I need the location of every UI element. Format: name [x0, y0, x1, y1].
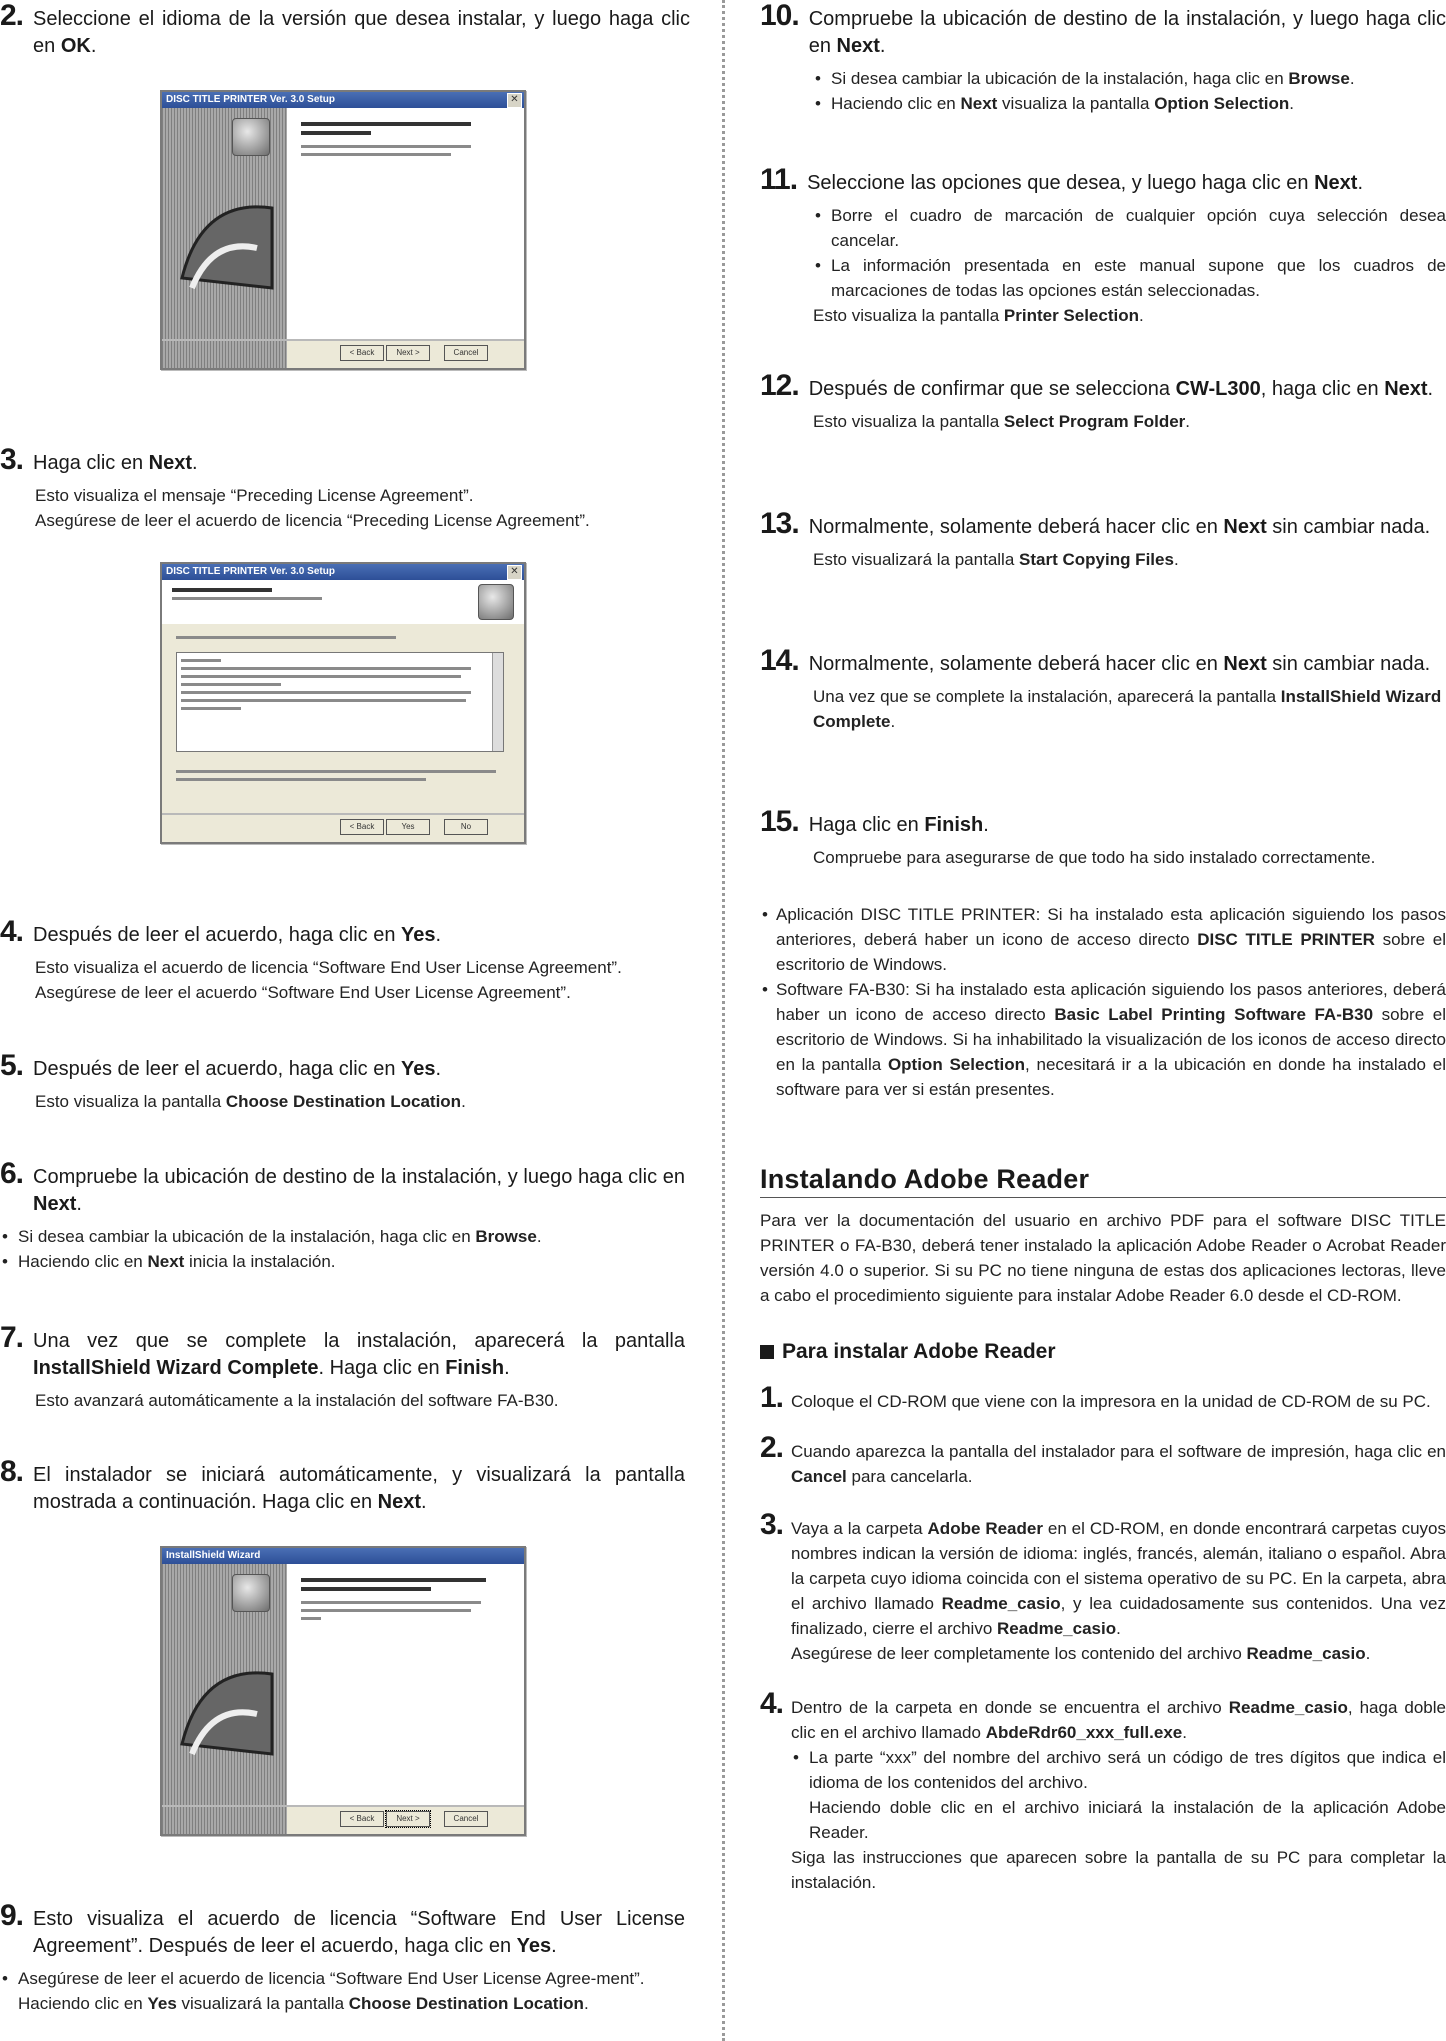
dialog-title: DISC TITLE PRINTER Ver. 3.0 Setup ✕: [162, 564, 524, 580]
step-text: Haga clic en Finish.: [808, 814, 989, 836]
step-text: Después de leer el acuerdo, haga clic en Yes.: [33, 1058, 442, 1080]
step-9: [0, 1899, 685, 2016]
step-bullets: [0, 1224, 685, 1274]
scrollbar[interactable]: [492, 653, 503, 751]
description-line: Compruebe para asegurarse de que todo ha sido instalado correctamente.: [813, 848, 1376, 867]
step-number: 14.: [760, 644, 799, 677]
step-number: 3.: [760, 1508, 784, 1541]
step-15: [760, 805, 1446, 870]
dialog-body: [287, 1564, 524, 1806]
step-number: 12.: [760, 369, 799, 402]
note-item: • Aplicación DISC TITLE PRINTER: Si ha instalado esta aplicación siguiendo los pasos anteriores, deberá haber un icono de acceso directo DISC TITLE PRINTER sobre el escritorio de Windows.: [760, 902, 1446, 977]
description-line: Esto visualiza el acuerdo de licencia “Software End User License Agreement”.: [35, 958, 622, 977]
step-13: [760, 507, 1446, 572]
step-number: 13.: [760, 507, 799, 540]
license-text-box[interactable]: [176, 652, 504, 752]
step-number: 15.: [760, 805, 799, 838]
step-2: [0, 2, 690, 60]
bullet-item: • Borre el cuadro de marcación de cualquier opción cuya selección desea cancelar.: [813, 203, 1446, 253]
step-text: Vaya a la carpeta Adobe Reader en el CD-ROM, en donde encontrará carpetas cuyos nombres indican la versión de idioma: inglés, francés, alemán, italiano o español. Abra la carpeta cuyo idioma coincida con el sistema operativo de su PC. En la carpeta, abra el archivo llamado Readme_casio, y lea cuidadosamente sus contenidos. Una vez finalizado, cierre el archivo Readme_casio. Asegúrese de leer completamente los contenido del archivo Readme_casio.: [791, 1519, 1446, 1663]
description-line: Esto visualiza la pantalla Printer Selection.: [813, 306, 1144, 325]
step-number: 9.: [0, 1899, 24, 1932]
cancel-button[interactable]: Cancel: [444, 1811, 488, 1827]
step-8: [0, 1455, 685, 1516]
bullet-item: • Haciendo clic en Next inicia la instalación.: [0, 1249, 685, 1274]
license-agreement-dialog: [160, 562, 526, 844]
section-title: Instalando Adobe Reader: [760, 1164, 1446, 1198]
step-text: Después de leer el acuerdo, haga clic en Yes.: [33, 924, 442, 946]
next-button[interactable]: Next >: [386, 345, 430, 361]
square-bullet-icon: [760, 1345, 774, 1359]
installer-icon: [478, 584, 514, 620]
step-description: [813, 845, 1446, 870]
description-line: Esto avanzará automáticamente a la instalación del software FA-B30.: [35, 1391, 559, 1410]
step-text: Coloque el CD-ROM que viene con la impresora en la unidad de CD-ROM de su PC.: [791, 1392, 1431, 1411]
step-text: Compruebe la ubicación de destino de la instalación, y luego haga clic en Next.: [33, 1166, 685, 1215]
step-text: Una vez que se complete la instalación, aparecerá la pantalla InstallShield Wizard Complete. Haga clic en Finish.: [33, 1330, 685, 1379]
step-number: 2.: [0, 0, 24, 32]
back-button[interactable]: < Back: [340, 819, 384, 835]
adobe-steps: [760, 1381, 1446, 1895]
dialog-body: [287, 108, 524, 340]
wizard-side-graphic: [162, 108, 287, 368]
step-text: Dentro de la carpeta en donde se encuentra el archivo Readme_casio, haga doble clic en el archivo llamado AbdeRdr60_xxx_full.exe. • La parte “xxx” del nombre del archivo será un código de tres dígitos que indica el idioma de los contenidos del archivo. Haciendo doble clic en el archivo iniciará la instalación de la aplicación Adobe Reader. Siga las instrucciones que aparecen sobre la pantalla de su PC para completar la instalación.: [791, 1695, 1446, 1895]
installer-icon: [232, 1574, 270, 1612]
adobe-step-2: [760, 1431, 1446, 1489]
description-line: Esto visualiza la pantalla Choose Destination Location.: [35, 1092, 466, 1111]
adobe-section: [760, 1164, 1446, 1895]
step-text: El instalador se iniciará automáticamente, y visualizará la pantalla mostrada a continuación. Haga clic en Next.: [33, 1464, 685, 1513]
step-11: [760, 163, 1446, 328]
step-description: [813, 409, 1446, 434]
step-number: 10.: [760, 0, 799, 32]
step-12: [760, 369, 1446, 434]
setup-welcome-dialog: [160, 90, 526, 370]
step-number: 11.: [760, 163, 798, 196]
step-7: [0, 1321, 685, 1413]
dialog-title: InstallShield Wizard: [162, 1548, 524, 1564]
step-description: [813, 684, 1446, 734]
bullet-item: • Haciendo clic en Next visualiza la pantalla Option Selection.: [813, 91, 1446, 116]
step-description: [35, 483, 690, 533]
step-description: [813, 303, 1446, 328]
step-bullets: [813, 66, 1446, 116]
step-number: 4.: [0, 915, 24, 948]
step-description: [813, 547, 1446, 572]
step-number: 1.: [760, 1381, 784, 1414]
step-text: Después de confirmar que se selecciona CW-L300, haga clic en Next.: [808, 378, 1434, 400]
adobe-step-3: [760, 1508, 1446, 1666]
bullet-item: • Si desea cambiar la ubicación de la instalación, haga clic en Browse.: [0, 1224, 685, 1249]
step-description: [35, 955, 690, 1005]
step-5: [0, 1049, 690, 1114]
step-text: Esto visualiza el acuerdo de licencia “Software End User License Agreement”. Después de leer el acuerdo, haga clic en Yes.: [33, 1908, 685, 1957]
step-3: [0, 443, 690, 533]
step-number: 4.: [760, 1687, 784, 1720]
step-bullets: [813, 203, 1446, 303]
close-icon[interactable]: ✕: [507, 93, 522, 108]
back-button[interactable]: < Back: [340, 1811, 384, 1827]
adobe-step-4: [760, 1687, 1446, 1895]
cd-graphic-icon: [162, 1604, 287, 1784]
bullet-item: • Asegúrese de leer el acuerdo de licencia “Software End User License Agree-ment”. Haciendo clic en Yes visualizará la pantalla Choose Destination Location.: [0, 1966, 685, 2016]
step-number: 5.: [0, 1049, 24, 1082]
step-number: 8.: [0, 1455, 24, 1488]
description-line: Una vez que se complete la instalación, aparecerá la pantalla InstallShield Wizard Complete.: [813, 687, 1442, 731]
step-text: Compruebe la ubicación de destino de la instalación, y luego haga clic en Next.: [808, 8, 1446, 57]
step-number: 7.: [0, 1321, 24, 1354]
step-text: Normalmente, solamente deberá hacer clic en Next sin cambiar nada.: [808, 516, 1431, 538]
step-description: [35, 1388, 685, 1413]
step-bullets: [0, 1966, 685, 2016]
step-text: Normalmente, solamente deberá hacer clic en Next sin cambiar nada.: [808, 653, 1431, 675]
installer-icon: [232, 118, 270, 156]
step-number: 6.: [0, 1157, 24, 1190]
back-button[interactable]: < Back: [340, 345, 384, 361]
installed-shortcuts-notes: [760, 902, 1446, 1102]
next-button[interactable]: Next >: [386, 1811, 430, 1827]
step-4: [0, 915, 690, 1005]
bullet-item: • La información presentada en este manual supone que los cuadros de marcaciones de todas las opciones están seleccionadas.: [813, 253, 1446, 303]
step-text: Haga clic en Next.: [33, 452, 198, 474]
no-button[interactable]: No: [444, 819, 488, 835]
step-description: [35, 1089, 690, 1114]
section-intro: Para ver la documentación del usuario en archivo PDF para el software DISC TITLE PRINTER o FA-B30, deberá tener instalado la aplicación Adobe Reader o Acrobat Reader versión 4.0 o superior. Si su PC no tiene ninguna de estas dos aplicaciones lectoras, lleve a cabo el procedimiento siguiente para instalar Adobe Reader 6.0 desde el CD-ROM.: [760, 1211, 1446, 1305]
dialog-header: [162, 580, 524, 624]
installshield-wizard-dialog: [160, 1546, 526, 1836]
bullet-item: • Si desea cambiar la ubicación de la instalación, haga clic en Browse.: [813, 66, 1446, 91]
cd-graphic-icon: [162, 138, 287, 318]
step-text: Seleccione el idioma de la versión que desea instalar, y luego haga clic en OK.: [33, 8, 690, 57]
step-6: [0, 1157, 685, 1274]
step-number: 3.: [0, 443, 24, 476]
wizard-side-graphic: [162, 1564, 287, 1834]
description-line: Esto visualizará la pantalla Start Copying Files.: [813, 550, 1179, 569]
bullet-item: • La parte “xxx” del nombre del archivo será un código de tres dígitos que indica el idioma de los contenidos del archivo. Haciendo doble clic en el archivo iniciará la instalación de la aplicación Adobe Reader.: [791, 1745, 1446, 1845]
description-line: Asegúrese de leer el acuerdo de licencia “Preceding License Agreement”.: [35, 511, 590, 530]
subsection-heading: Para instalar Adobe Reader: [760, 1340, 1446, 1364]
close-icon[interactable]: ✕: [507, 565, 522, 580]
description-line: Esto visualiza el mensaje “Preceding License Agreement”.: [35, 486, 474, 505]
note-item: • Software FA-B30: Si ha instalado esta aplicación siguiendo los pasos anteriores, deberá haber un icono de acceso directo Basic Label Printing Software FA-B30 sobre el escritorio de Windows. Si ha inhabilitado la visualización de los iconos de acceso directo en la pantalla Option Selection, necesitará ir a la ubicación en donde ha instalado el software para ver si están presentes.: [760, 977, 1446, 1102]
adobe-step-1: [760, 1381, 1446, 1414]
cancel-button[interactable]: Cancel: [444, 345, 488, 361]
step-10: [760, 2, 1446, 116]
step-text: Seleccione las opciones que desea, y luego haga clic en Next.: [807, 172, 1363, 194]
description-line: Esto visualiza la pantalla Select Program Folder.: [813, 412, 1191, 431]
step-text: Cuando aparezca la pantalla del instalador para el software de impresión, haga clic en Cancel para cancelarla.: [791, 1442, 1446, 1486]
yes-button[interactable]: Yes: [386, 819, 430, 835]
step-14: [760, 644, 1446, 734]
description-line: Asegúrese de leer el acuerdo “Software End User License Agreement”.: [35, 983, 571, 1002]
dialog-title: DISC TITLE PRINTER Ver. 3.0 Setup ✕: [162, 92, 524, 108]
column-divider: [722, 0, 725, 2041]
step-bullets: [791, 1745, 1446, 1845]
step-number: 2.: [760, 1431, 784, 1464]
